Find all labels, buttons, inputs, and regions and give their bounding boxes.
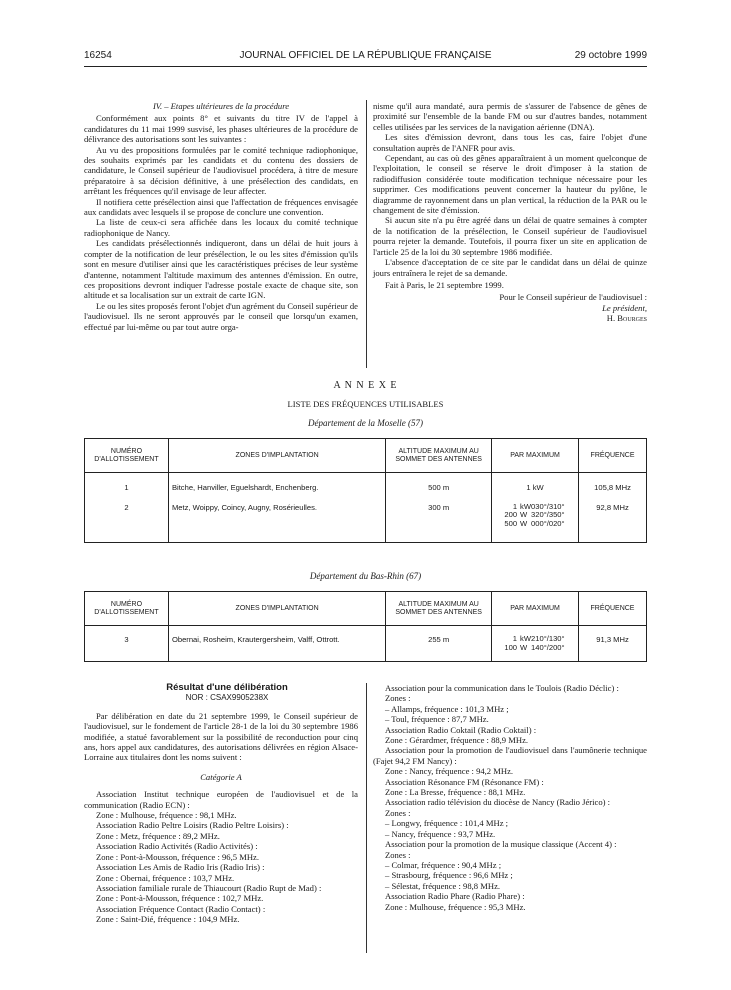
list-item: Association pour la promotion de l'audiovisuel dans l'aumônerie technique (Fajet 94,2 FM Nancy) : <box>373 745 647 766</box>
paragraph: Par délibération en date du 21 septembre 1999, le Conseil supérieur de l'audiovisuel, sur le fondement de l'article 28-1 de la loi du 30 septembre 1986 modifiée, a statué favorablement sur la possibilité de reconduction pour cinq ans, hors appel aux candidatures, des autorisations délivrées en région Alsace-Lorraine aux titulaires dont les noms suivent : <box>84 710 358 763</box>
par-direction: 000°/020° <box>531 518 565 528</box>
par-power: 100 <box>504 642 518 652</box>
list-item: Association Radio Activités (Radio Activités) : <box>96 841 258 852</box>
par-direction: 320°/350° <box>531 510 565 520</box>
list-item: Association familiale rurale de Thiaucourt (Radio Rupt de Mad) : <box>96 882 322 893</box>
col-header-par: PAR MAXIMUM <box>492 439 579 473</box>
cell-par <box>492 495 579 543</box>
list-item: Association Résonance FM (Résonance FM) : <box>385 776 544 787</box>
list-item: Association pour la promotion de la musique classique (Accent 4) : <box>385 839 617 850</box>
col-header-numero: NUMÉRO D'ALLOTISSEMENT <box>85 592 169 626</box>
list-item: – Strasbourg, fréquence : 96,6 MHz ; <box>385 870 513 881</box>
list-item: Zone : Gérardmer, fréquence : 88,9 MHz. <box>385 735 529 746</box>
cell-frequence: 91,3 MHz <box>579 626 647 662</box>
cell-numero: 2 <box>85 495 169 543</box>
signature-name: H. Bourges <box>606 313 647 324</box>
col-header-frequence: FRÉQUENCE <box>579 439 647 473</box>
paragraph: Les candidats présélectionnés indiqueront, dans un délai de huit jours à compter de la notification de leur présélection, le ou les sites d'émission qu'ils sont en mesure d'utiliser ainsi que les caractéristiques précises de leur système d'antenne, notamment l'altitude maximum des antennes d'émission. En outre, ces propositions devront indiquer l'adresse postale exacte de chaque site, son altitude et sa localisation sur un extrait de carte IGN. <box>84 238 358 301</box>
cell-numero: 1 <box>85 473 169 495</box>
list-item: Zone : Metz, fréquence : 89,2 MHz. <box>96 830 220 841</box>
column-divider <box>366 683 367 953</box>
table-row <box>85 626 647 662</box>
list-item: Zones : <box>385 693 411 704</box>
paragraph: Cependant, au cas où des gênes apparaîtraient à un moment quelconque de l'exploitation, le conseil se réserve le droit d'imposer à la station de radiodiffusion considérée toute modification technique nécessaire pour les supprimer. Ces modifications peuvent concerner la hauteur du pylône, le diagramme de rayonnement dans un plan vertical, la réduction de la PAR ou le changement de site d'émission. <box>373 153 647 216</box>
cell-altitude: 300 m <box>386 495 492 543</box>
frequency-table-bas-rhin <box>84 591 647 662</box>
cell-zones: Bitche, Hanviller, Eguelshardt, Enchenberg. <box>168 473 385 495</box>
department-bas-rhin: Département du Bas-Rhin (67) <box>309 571 422 581</box>
cell-par <box>492 626 579 662</box>
col-header-altitude: ALTITUDE MAXIMUM AU SOMMET DES ANTENNES <box>386 592 492 626</box>
list-item: Zone : Nancy, fréquence : 94,2 MHz. <box>385 766 514 777</box>
par-unit: W <box>520 518 528 528</box>
annexe-title: A N N E X E <box>333 380 398 391</box>
journal-title: JOURNAL OFFICIEL DE LA RÉPUBLIQUE FRANÇAISE <box>239 50 492 61</box>
par-power: 1 <box>512 501 518 511</box>
table-row <box>85 473 647 495</box>
entry-list <box>373 683 647 912</box>
par-power: 200 <box>504 510 518 520</box>
cell-zones: Obernai, Rosheim, Krautergersheim, Valff, Ottrott. <box>168 626 385 662</box>
cell-zones: Metz, Woippy, Coincy, Augny, Rosérieulles. <box>168 495 385 543</box>
header-rule <box>84 66 647 67</box>
bottom-right-column <box>373 683 647 912</box>
col-header-par: PAR MAXIMUM <box>492 592 579 626</box>
list-item: – Nancy, fréquence : 93,7 MHz. <box>385 828 496 839</box>
list-item: Association Les Amis de Radio Iris (Radio Iris) : <box>96 862 265 873</box>
par-unit: kW <box>532 483 544 492</box>
par-power: 500 <box>504 518 518 528</box>
paragraph: Fait à Paris, le 21 septembre 1999. <box>385 279 504 290</box>
list-item: – Colmar, fréquence : 90,4 MHz ; <box>385 859 502 870</box>
par-unit: W <box>520 510 528 520</box>
top-left-column <box>84 101 358 332</box>
par-unit: kW <box>520 501 532 511</box>
paragraph: Il notifiera cette présélection ainsi que l'affectation de fréquences envisagée aux candidats avec lesquels il se propose de conclure une convention. <box>84 196 358 218</box>
signature-line: Pour le Conseil supérieur de l'audiovisuel : <box>499 292 647 303</box>
list-item: Zone : Pont-à-Mousson, fréquence : 102,7 MHz. <box>96 893 264 904</box>
list-item: – Sélestat, fréquence : 98,8 MHz. <box>385 880 501 891</box>
nor-reference: NOR : CSAX9905238X <box>185 693 269 703</box>
par-direction: 210°/130° <box>531 634 565 643</box>
cell-numero: 3 <box>85 626 169 662</box>
par-unit: W <box>520 642 528 652</box>
list-item: Zones : <box>385 807 411 818</box>
frequency-table-moselle <box>84 438 647 543</box>
entry-list <box>84 789 358 924</box>
list-item: – Toul, fréquence : 87,7 MHz. <box>385 714 489 725</box>
par-list <box>495 635 575 652</box>
signature-title: Le président, <box>602 302 647 313</box>
paragraph: Au vu des propositions formulées par le comité technique radiophonique, des souhaits exprimés par les candidats et du contenu des dossiers de candidature, le Conseil supérieur de l'audiovisuel procédera, à titre de mesure préparatoire à sa décision définitive, à une présélection des candidats, en arrêtant les fréquences qu'il envisage de leur affecter. <box>84 144 358 197</box>
issue-date: 29 octobre 1999 <box>574 50 647 61</box>
col-header-zones: ZONES D'IMPLANTATION <box>168 592 385 626</box>
par-list <box>495 503 575 529</box>
par-power: 1 <box>512 634 518 643</box>
list-item: Zone : Pont-à-Mousson, fréquence : 96,5 MHz. <box>96 851 260 862</box>
cell-frequence: 105,8 MHz <box>579 473 647 495</box>
section-heading: IV. – Etapes ultérieures de la procédure <box>152 101 290 111</box>
paragraph: Les sites d'émission devront, dans tous les cas, faire l'objet d'une consultation auprès de l'ANFR pour avis. <box>373 132 647 153</box>
col-header-frequence: FRÉQUENCE <box>579 592 647 626</box>
list-item: Association Radio Peltre Loisirs (Radio Peltre Loisirs) : <box>96 820 289 831</box>
cell-par <box>492 473 579 495</box>
par-direction: 030°/310° <box>531 501 565 511</box>
col-header-altitude: ALTITUDE MAXIMUM AU SOMMET DES ANTENNES <box>386 439 492 473</box>
list-item: Association Radio Coktail (Radio Coktail) : <box>385 724 537 735</box>
list-item: – Allamps, fréquence : 101,3 MHz ; <box>385 703 509 714</box>
bottom-left-column <box>84 683 358 925</box>
cell-altitude: 255 m <box>386 626 492 662</box>
col-header-zones: ZONES D'IMPLANTATION <box>168 439 385 473</box>
list-item: Zone : Obernai, fréquence : 103,7 MHz. <box>96 872 235 883</box>
list-item: Zone : Saint-Dié, fréquence : 104,9 MHz. <box>96 914 240 925</box>
paragraph: L'absence d'acceptation de ce site par le candidat dans un délai de quinze jours entraînera le rejet de sa demande. <box>373 257 647 278</box>
annexe-subtitle: LISTE DES FRÉQUENCES UTILISABLES <box>287 399 444 409</box>
cell-altitude: 500 m <box>386 473 492 495</box>
cell-frequence: 92,8 MHz <box>579 495 647 543</box>
column-divider <box>366 100 367 368</box>
par-unit: kW <box>520 634 531 643</box>
page-number: 16254 <box>84 50 112 61</box>
paragraph: Le ou les sites proposés feront l'objet d'un agrément du Conseil supérieur de l'audiovisuel. Ils ne seront approuvés par le conseil que lorsqu'un examen, effectué par lui-même ou par tout autre orga- <box>84 300 358 332</box>
paragraph: Conformément aux points 8° et suivants du titre IV de l'appel à candidatures du 11 mai 1999 susvisé, les phases ultérieures de la procédure de délivrance des autorisations sont les suivantes : <box>84 113 358 145</box>
department-moselle: Département de la Moselle (57) <box>308 418 423 428</box>
list-item: Zone : La Bresse, fréquence : 88,1 MHz. <box>385 787 526 798</box>
category-heading: Catégorie A <box>200 771 242 782</box>
table-row <box>85 495 647 543</box>
list-item: Association Fréquence Contact (Radio Contact) : <box>96 903 266 914</box>
top-right-column <box>373 101 647 324</box>
par-power: 1 <box>526 483 531 492</box>
running-header <box>84 50 647 64</box>
paragraph: Si aucun site n'a pu être agréé dans un délai de quatre semaines à compter de la notification de la présélection, le Conseil supérieur de l'audiovisuel pourra rejeter la demande. Toutefois, il pourra fixer un site en application de l'article 25 de la loi du 30 septembre 1986 modifiée. <box>373 215 647 257</box>
list-item: Zones : <box>385 849 411 860</box>
list-item: Association Radio Phare (Radio Phare) : <box>385 891 525 902</box>
list-item: Association pour la communication dans le Toulois (Radio Déclic) : <box>385 683 619 693</box>
list-item: Zone : Mulhouse, fréquence : 98,1 MHz. <box>96 810 237 821</box>
paragraph: La liste de ceux-ci sera affichée dans les locaux du comité technique radiophonique de Nancy. <box>84 217 358 238</box>
paragraph: nisme qu'il aura mandaté, aura permis de s'assurer de l'absence de gênes de proximité sur l'ensemble de la bande FM ou sur d'autres bandes, notamment celles utilisées par les services de la navigation aérienne (DNA). <box>373 101 647 132</box>
list-item: Zone : Mulhouse, fréquence : 95,3 MHz. <box>385 901 526 912</box>
col-header-numero: NUMÉRO D'ALLOTISSEMENT <box>85 439 169 473</box>
list-item: – Longwy, fréquence : 101,4 MHz ; <box>385 818 509 829</box>
section-title: Résultat d'une délibération <box>166 682 288 693</box>
par-direction: 140°/200° <box>531 642 565 652</box>
list-item: Association Institut technique européen de l'audiovisuel et de la communication (Radio ECN) : <box>84 789 358 810</box>
list-item: Association radio télévision du diocèse de Nancy (Radio Jérico) : <box>385 797 611 808</box>
